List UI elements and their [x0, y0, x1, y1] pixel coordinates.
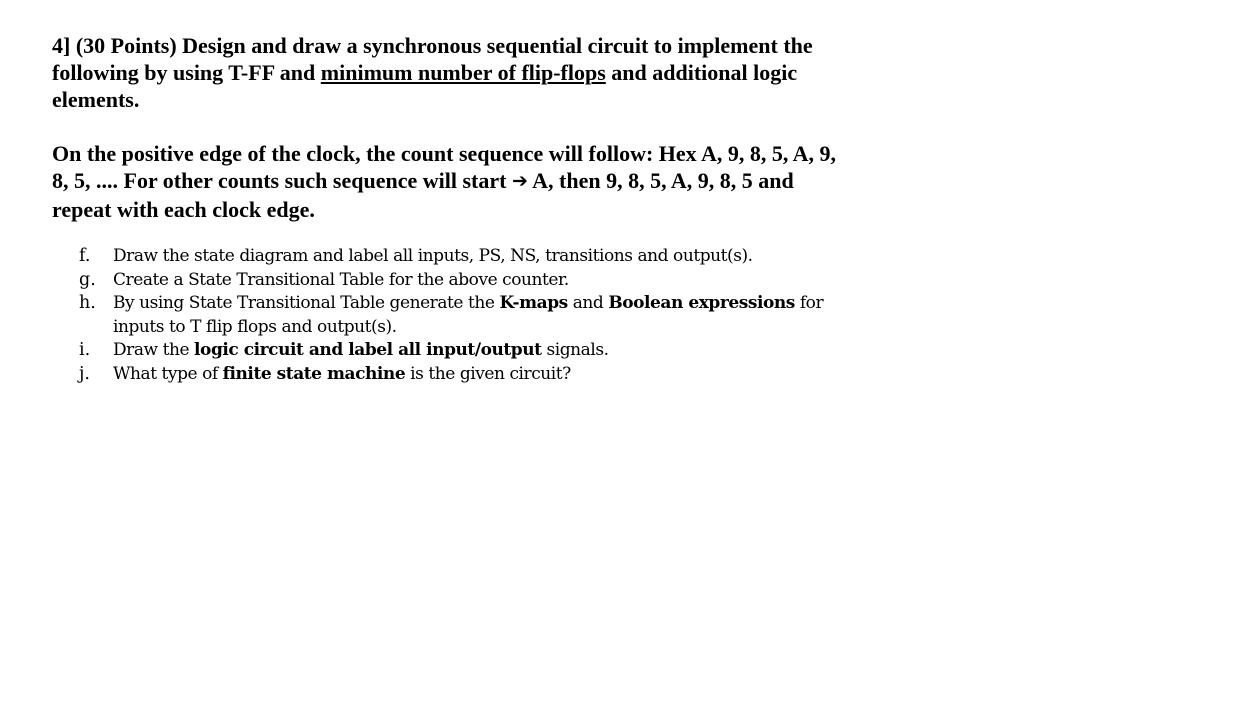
task-text-part: Draw the state diagram and label all inputs, PS, NS, transitions and output(s).	[113, 246, 753, 266]
task-letter: g.	[79, 269, 96, 290]
task-letter: j.	[79, 363, 90, 384]
task-item-i	[79, 339, 852, 363]
task-text-bold: finite state machine	[222, 363, 406, 384]
task-text	[113, 292, 852, 339]
task-text-part: signals.	[541, 340, 609, 360]
sequence-text-end: A, then 9, 8, 5, A, 9, 8, 5 and repeat with each clock edge.	[52, 168, 794, 222]
task-item-h	[79, 292, 852, 339]
task-text-part: is the given circuit?	[405, 363, 571, 384]
task-text-part: By using State Transitional Table generate the	[113, 293, 500, 313]
right-arrow-icon: ➔	[511, 170, 528, 192]
task-text-part: What type of	[113, 363, 223, 384]
question-points: (30 Points)	[75, 33, 177, 58]
task-text-bold: K-maps	[499, 293, 568, 313]
task-text-part: Draw the	[113, 340, 195, 360]
task-text-part: and	[567, 293, 609, 313]
task-text-bold: Boolean expressions	[608, 293, 795, 313]
task-letter: i.	[79, 340, 91, 360]
question-number: 4]	[52, 33, 71, 58]
task-letter: f.	[79, 246, 91, 266]
question-heading	[52, 32, 852, 113]
task-text-part: for inputs to T flip flops and output(s).	[113, 293, 824, 337]
task-list	[52, 245, 852, 386]
task-text-part: Create a State Transitional Table for the above counter.	[113, 269, 569, 290]
question-intro-end: and additional logic elements.	[52, 60, 798, 112]
task-text-bold: logic circuit and label all input/output	[194, 340, 542, 360]
count-sequence	[52, 140, 852, 223]
task-item-j	[79, 363, 852, 387]
task-letter: h.	[79, 293, 96, 313]
task-text	[113, 339, 609, 363]
question-page	[52, 32, 852, 386]
task-text	[113, 245, 753, 269]
question-intro: Design and draw a synchronous sequential circuit to implement the following by using T-FF and	[52, 33, 813, 85]
task-item-f	[79, 245, 852, 269]
task-text	[113, 363, 571, 387]
task-item-g	[79, 269, 852, 293]
task-text	[113, 269, 569, 293]
question-emphasis: minimum number of flip-flops	[320, 60, 606, 85]
sequence-text: On the positive edge of the clock, the count sequence will follow: Hex A, 9, 8, 5, A, 9, 8, 5, .... For other counts such sequence will start	[52, 141, 837, 193]
